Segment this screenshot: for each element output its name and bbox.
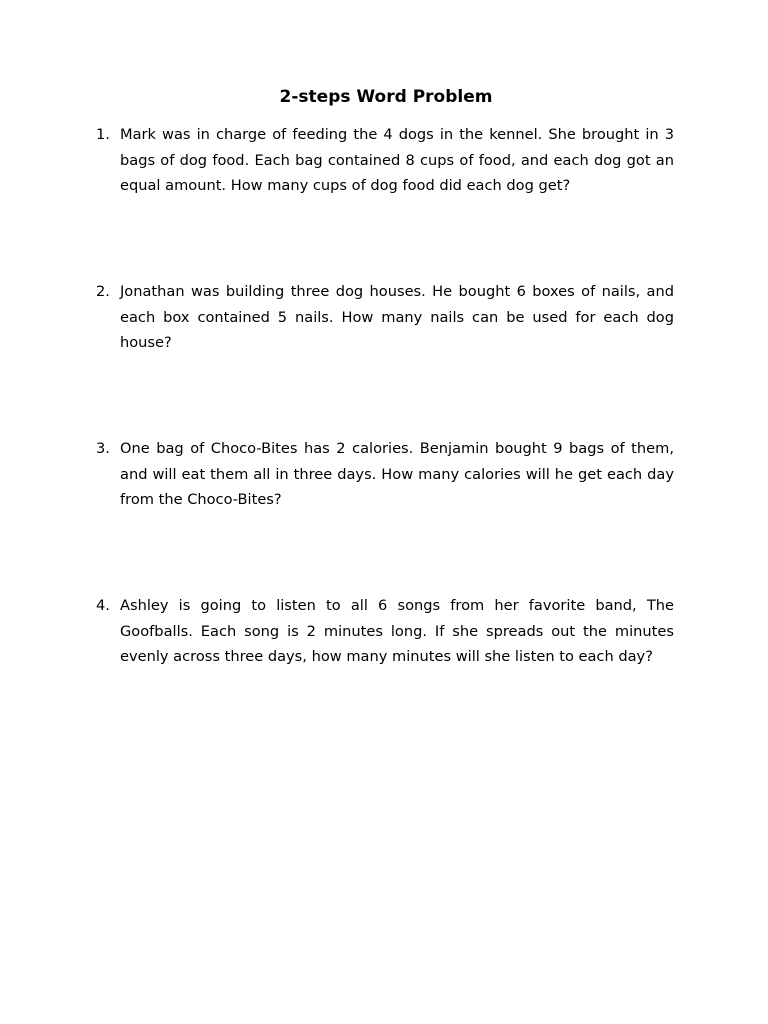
problem-number: 1. — [96, 126, 110, 143]
problem-text: Mark was in charge of feeding the 4 dogs in the kennel. She brought in 3 bags of dog food. Each bag contained 8 cups of food, and each dog got an equal amount. How many cups of dog food did each dog get? — [120, 126, 674, 195]
problem-text: Ashley is going to listen to all 6 songs from her favorite band, The Goofballs. Each song is 2 minutes long. If she spreads out the minutes evenly across three days, how many minutes will she listen to each day? — [120, 597, 674, 666]
problem-item-2 — [96, 279, 674, 356]
page-title: 2-steps Word Problem — [279, 87, 493, 107]
problem-number: 2. — [96, 283, 110, 300]
problem-item-4 — [96, 593, 674, 670]
problem-number: 4. — [96, 597, 110, 614]
problem-text: Jonathan was building three dog houses. He bought 6 boxes of nails, and each box contained 5 nails. How many nails can be used for each dog house? — [120, 283, 674, 352]
problem-text: One bag of Choco-Bites has 2 calories. Benjamin bought 9 bags of them, and will eat them all in three days. How many calories will he get each day from the Choco-Bites? — [120, 440, 674, 509]
problem-item-3 — [96, 436, 674, 513]
problem-item-1 — [96, 122, 674, 199]
problem-number: 3. — [96, 440, 110, 457]
